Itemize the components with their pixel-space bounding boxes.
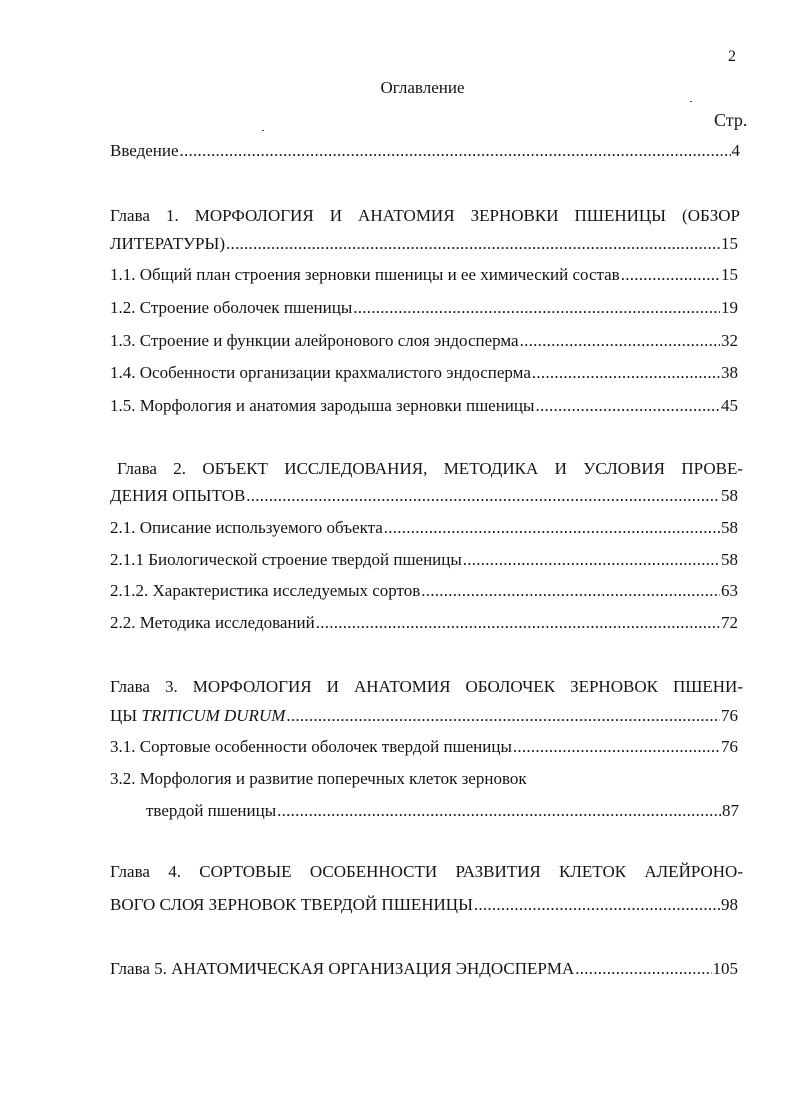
toc-entry-page: 72	[721, 613, 738, 632]
page-number: 2	[728, 48, 736, 65]
toc-section-3-2-line1[interactable]: 3.2. Морфология и развитие поперечных клеток зерновок	[110, 769, 527, 788]
leader-dots	[277, 799, 721, 823]
toc-entry-label: Введение	[110, 141, 179, 160]
leader-dots	[226, 232, 720, 256]
toc-entry-label: 2.2. Методика исследований	[110, 613, 315, 632]
toc-entry-intro[interactable]	[110, 139, 740, 163]
toc-section-1-2[interactable]	[110, 296, 738, 320]
toc-entry-label: ВОГО СЛОЯ ЗЕРНОВОК ТВЕРДОЙ ПШЕНИЦЫ	[110, 895, 473, 914]
toc-chapter-3[interactable]	[110, 704, 738, 728]
toc-entry-page: 38	[721, 363, 738, 382]
latin-species-name: TRITICUM DURUM	[141, 706, 286, 725]
scan-speck	[690, 101, 692, 102]
toc-chapter-1[interactable]	[110, 232, 738, 256]
leader-dots	[532, 361, 720, 385]
toc-chapter-4-heading[interactable]: Глава 4. СОРТОВЫЕ ОСОБЕННОСТИ РАЗВИТИЯ КЛЕТОК АЛЕЙРОНО-	[110, 862, 743, 881]
toc-entry-label: 1.1. Общий план строения зерновки пшеницы и ее химический состав	[110, 265, 620, 284]
toc-entry-label: Глава 5. АНАТОМИЧЕСКАЯ ОРГАНИЗАЦИЯ ЭНДОСПЕРМА	[110, 959, 575, 978]
toc-entry-page: 58	[721, 550, 738, 569]
toc-entry-label: 2.1.1 Биологической строение твердой пшеницы	[110, 550, 462, 569]
toc-entry-label: 2.1.2. Характеристика исследуемых сортов	[110, 581, 421, 600]
leader-dots	[316, 611, 720, 635]
leader-dots	[575, 957, 711, 981]
toc-entry-page: 15	[721, 265, 738, 284]
toc-title: Оглавление	[380, 78, 465, 97]
toc-section-2-2[interactable]	[110, 611, 738, 635]
toc-entry-page: 19	[721, 298, 738, 317]
toc-entry-label: 1.5. Морфология и анатомия зародыша зерновки пшеницы	[110, 396, 535, 415]
toc-entry-page: 15	[721, 234, 738, 253]
toc-section-3-1[interactable]	[110, 735, 738, 759]
toc-entry-page: 63	[721, 581, 738, 600]
toc-entry-page: 87	[722, 801, 739, 820]
leader-dots	[421, 579, 720, 603]
toc-section-2-1-2[interactable]	[110, 579, 738, 603]
toc-section-2-1[interactable]	[110, 516, 738, 540]
toc-entry-label: 1.4. Особенности организации крахмалистого эндосперма	[110, 363, 531, 382]
toc-chapter-4[interactable]	[110, 893, 738, 917]
toc-entry-page: 58	[721, 518, 738, 537]
toc-section-2-1-1[interactable]	[110, 548, 738, 572]
toc-entry-page: 58	[721, 486, 738, 505]
toc-section-1-3[interactable]	[110, 329, 738, 353]
toc-chapter-2[interactable]	[110, 484, 738, 508]
toc-section-1-5[interactable]	[110, 394, 738, 418]
toc-entry-page: 76	[721, 737, 738, 756]
toc-section-1-4[interactable]	[110, 361, 738, 385]
toc-entry-page: 98	[721, 895, 738, 914]
toc-entry-label: твердой пшеницы	[146, 801, 277, 820]
toc-entry-label: 3.1. Сортовые особенности оболочек твердой пшеницы	[110, 737, 512, 756]
leader-dots	[520, 329, 720, 353]
leader-dots	[286, 704, 720, 728]
toc-chapter-5[interactable]	[110, 957, 738, 981]
toc-entry-page: 4	[731, 141, 740, 160]
page-column-label: Стр.	[714, 110, 748, 130]
leader-dots	[180, 139, 731, 163]
toc-entry-label: 1.3. Строение и функции алейронового слоя эндосперма	[110, 331, 519, 350]
toc-chapter-2-heading[interactable]: Глава 2. ОБЪЕКТ ИССЛЕДОВАНИЯ, МЕТОДИКА И УСЛОВИЯ ПРОВЕ-	[117, 459, 743, 478]
toc-entry-label: 1.2. Строение оболочек пшеницы	[110, 298, 353, 317]
leader-dots	[513, 735, 720, 759]
leader-dots	[621, 263, 720, 287]
leader-dots	[474, 893, 720, 917]
leader-dots	[353, 296, 720, 320]
scan-speck	[262, 130, 264, 131]
toc-entry-label	[110, 704, 285, 728]
toc-chapter-1-heading[interactable]: Глава 1. МОРФОЛОГИЯ И АНАТОМИЯ ЗЕРНОВКИ ПШЕНИЦЫ (ОБЗОР	[110, 206, 740, 225]
leader-dots	[246, 484, 720, 508]
leader-dots	[535, 394, 720, 418]
toc-chapter-3-heading[interactable]: Глава 3. МОРФОЛОГИЯ И АНАТОМИЯ ОБОЛОЧЕК ЗЕРНОВОК ПШЕНИ-	[110, 677, 743, 696]
leader-dots	[463, 548, 720, 572]
toc-entry-page: 105	[712, 959, 738, 978]
toc-entry-label: 2.1. Описание используемого объекта	[110, 518, 383, 537]
toc-section-1-1[interactable]	[110, 263, 738, 287]
toc-entry-page: 76	[721, 706, 738, 725]
toc-entry-label-prefix: ЦЫ	[110, 706, 142, 725]
leader-dots	[384, 516, 720, 540]
toc-section-3-2[interactable]	[146, 799, 739, 823]
toc-entry-label: ДЕНИЯ ОПЫТОВ	[110, 486, 246, 505]
toc-entry-label: ЛИТЕРАТУРЫ)	[110, 234, 225, 253]
toc-entry-page: 32	[721, 331, 738, 350]
toc-entry-page: 45	[721, 396, 738, 415]
